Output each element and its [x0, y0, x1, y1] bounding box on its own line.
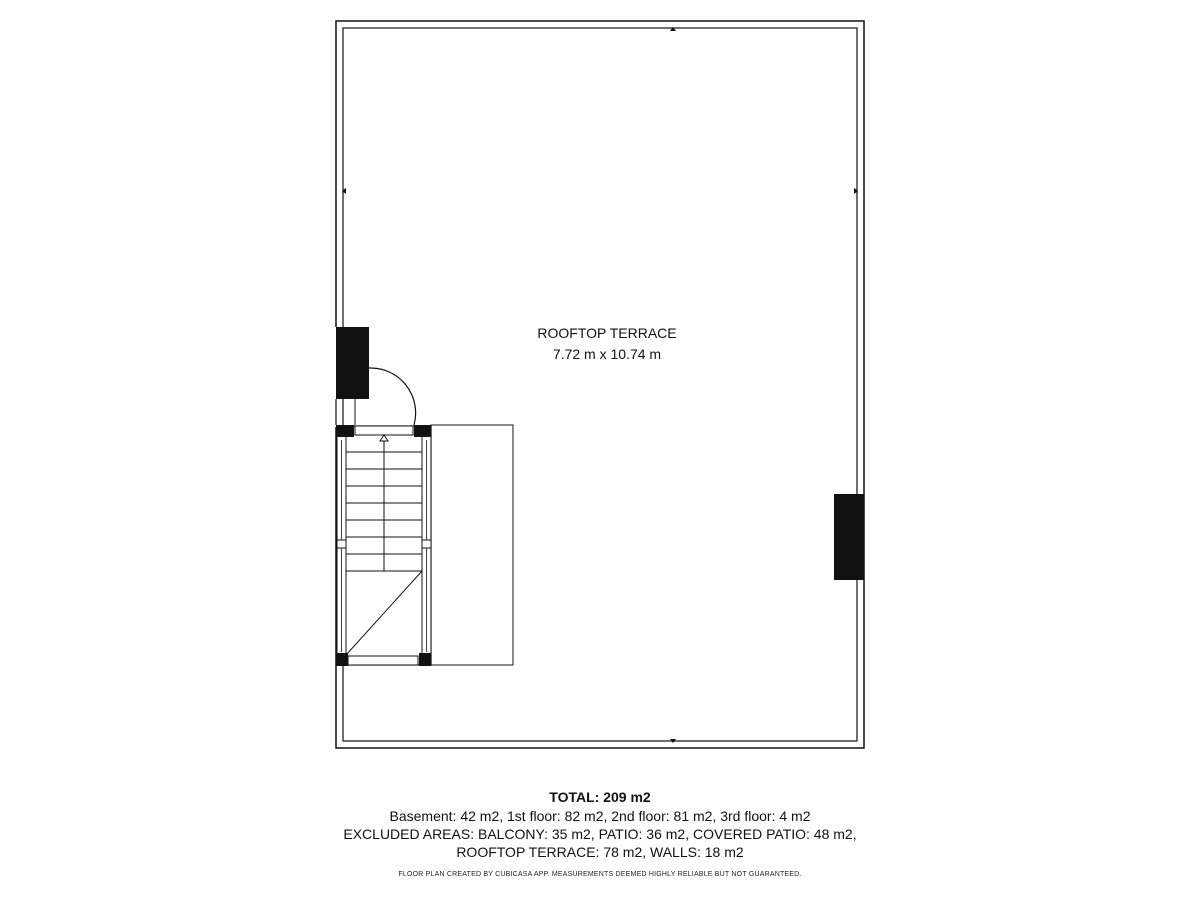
- post-top-right: [414, 425, 431, 437]
- stair-landing: [431, 425, 513, 665]
- room-name: ROOFTOP TERRACE: [537, 325, 677, 341]
- excluded-areas-continued: ROOFTOP TERRACE: 78 m2, WALLS: 18 m2: [456, 844, 744, 860]
- stair-top-opening: [355, 426, 413, 435]
- wall-block-left: [336, 327, 369, 399]
- room-dimensions: 7.72 m x 10.74 m: [552, 346, 662, 362]
- stair-winder: [346, 571, 422, 655]
- stair-arrow-icon: [380, 435, 388, 441]
- post-bottom-right: [419, 653, 431, 666]
- post-mid-left: [337, 540, 346, 548]
- post-top-left: [336, 425, 354, 437]
- outer-wall: [336, 21, 864, 748]
- post-mid-right: [422, 540, 431, 548]
- credit-line: FLOOR PLAN CREATED BY CUBICASA APP. MEASUREMENTS DEEMED HIGHLY RELIABLE BUT NOT GUARANTEED.: [398, 871, 802, 878]
- floor-areas: Basement: 42 m2, 1st floor: 82 m2, 2nd floor: 81 m2, 3rd floor: 4 m2: [389, 808, 811, 824]
- door-swing-arc: [369, 368, 416, 425]
- wall-block-right: [834, 494, 864, 580]
- stair-bottom-rail: [348, 656, 418, 665]
- total-area: TOTAL: 209 m2: [549, 789, 651, 805]
- inner-wall: [343, 28, 857, 741]
- excluded-areas: EXCLUDED AREAS: BALCONY: 35 m2, PATIO: 36 m2, COVERED PATIO: 48 m2,: [343, 826, 857, 842]
